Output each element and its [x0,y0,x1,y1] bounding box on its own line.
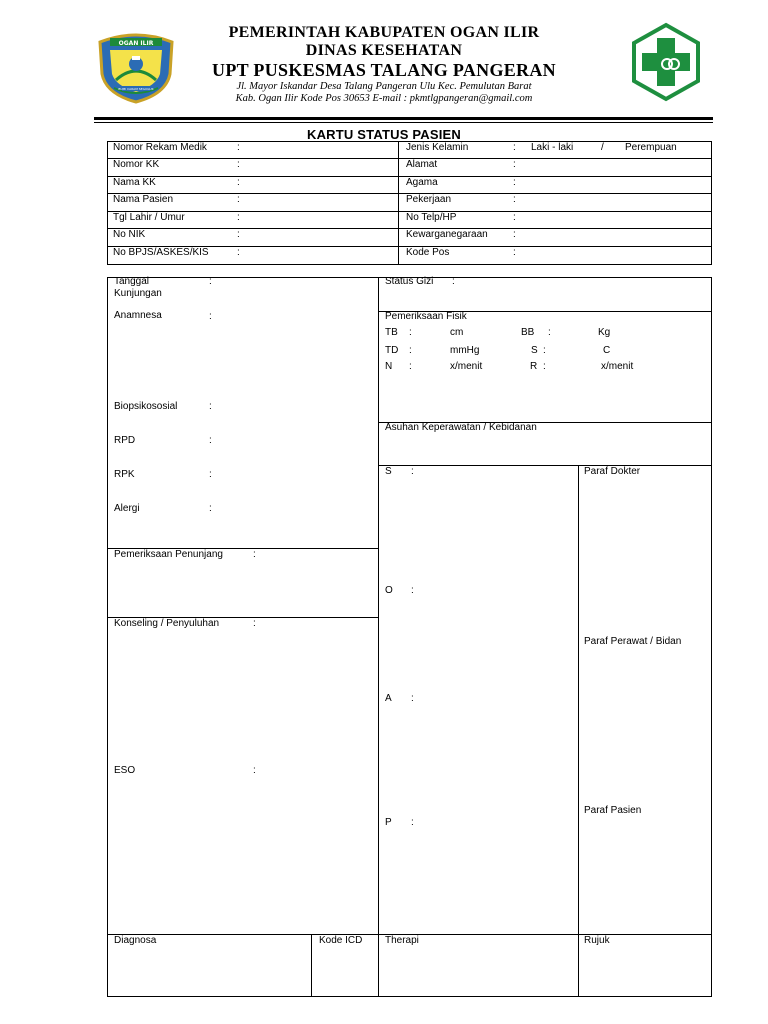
patient-label-nama-kk: Nama KK [113,177,156,188]
therapi-label: Therapi [385,935,419,946]
kunjungan-label: Kunjungan [114,288,162,299]
patient-label-agama: Agama [406,177,438,188]
eso-sep: : [253,765,256,776]
exam-center-divider [378,277,379,997]
header-government: PEMERINTAH KABUPATEN OGAN ILIR [228,24,540,41]
form-title: KARTU STATUS PASIEN [306,127,462,142]
nadi-unit: x/menit [450,361,483,372]
paraf-perawat-label: Paraf Perawat / Bidan [584,636,682,647]
header-divider-thick [94,117,713,120]
rpk-sep: : [209,469,212,480]
header-divider-thin [94,122,713,123]
soap-p-label: P [385,817,392,828]
patient-label-nama-pasien: Nama Pasien [113,194,174,205]
patient-sep-jenis-kelamin: : [513,142,516,153]
paraf-column-divider [578,465,579,997]
header-department: DINAS KESEHATAN [305,42,463,59]
patient-label-nomor-kk: Nomor KK [113,159,160,170]
soap-a-label: A [385,693,392,704]
diagnosa-label: Diagnosa [114,935,157,946]
patient-sep-nama-pasien: : [237,194,240,205]
patient-label-nomor-rekam-medik: Nomor Rekam Medik [113,142,207,153]
td-unit: mmHg [450,345,480,356]
patient-label-no-telp-hp: No Telp/HP [406,212,457,223]
td-label: TD [385,345,399,356]
alergi-label: Alergi [114,503,140,514]
tanggal-label: Tanggal [114,276,150,287]
suhu-unit: C [603,345,611,356]
nadi-sep: : [409,361,412,372]
anamnesa-label: Anamnesa [114,310,162,321]
tb-sep: : [409,327,412,338]
patient-label-no-bpjs-askes-kis: No BPJS/ASKES/KIS [113,247,209,258]
biopsikososial-label: Biopsikososial [114,401,178,412]
penunjang-sep: : [253,549,256,560]
rpd-sep: : [209,435,212,446]
rpk-label: RPK [114,469,135,480]
tb-unit: cm [450,327,464,338]
paraf-pasien-label: Paraf Pasien [584,805,642,816]
biopsikososial-sep: : [209,401,212,412]
alergi-sep: : [209,503,212,514]
asuhan-label: Asuhan Keperawatan / Kebidanan [385,422,537,433]
crest-name-text: OGAN ILIR [118,40,154,47]
patient-sep-nama-kk: : [237,177,240,188]
bb-unit: Kg [598,327,611,338]
soap-o-label: O [385,585,393,596]
patient-label-kewarganegaraan: Kewarganegaraan [406,229,488,240]
soap-o-sep: : [411,585,414,596]
rujuk-label: Rujuk [584,935,610,946]
header-puskesmas: UPT PUSKESMAS TALANG PANGERAN [212,60,556,80]
header-address-1: Jl. Mayor Iskandar Desa Talang Pangeran Ulu Kec. Pemulutan Barat [236,81,532,92]
patient-sep-alamat: : [513,159,516,170]
respirasi-unit: x/menit [601,361,634,372]
soap-s-sep: : [411,466,414,477]
suhu-sep: : [543,345,546,356]
pemeriksaan-fisik-title: Pemeriksaan Fisik [385,311,467,322]
patient-sep-kewarganegaraan: : [513,229,516,240]
patient-label-kode-pos: Kode Pos [406,247,450,258]
nadi-label: N [385,361,393,372]
respirasi-label: R [530,361,538,372]
soap-s-label: S [385,466,392,477]
crest-motto-text: BUMI CARAM SEGUGUK [118,87,154,91]
patient-sep-agama: : [513,177,516,188]
soap-a-sep: : [411,693,414,704]
patient-label-no-nik: No NIK [113,229,146,240]
respirasi-sep: : [543,361,546,372]
patient-sep-tgl-lahir-umur: : [237,212,240,223]
paraf-dokter-label: Paraf Dokter [584,466,641,477]
gender-male: Laki - laki [531,142,574,153]
rpd-label: RPD [114,435,136,446]
patient-label-pekerjaan: Pekerjaan [406,194,452,205]
icd-column-divider [311,934,312,997]
konseling-label: Konseling / Penyuluhan [114,618,220,629]
kode-icd-label: Kode ICD [319,935,363,946]
status-gizi-sep: : [452,276,455,287]
patient-sep-nomor-rekam-medik: : [237,142,240,153]
penunjang-label: Pemeriksaan Penunjang [114,549,223,560]
gender-slash: / [601,142,604,153]
patient-label-tgl-lahir-umur: Tgl Lahir / Umur [113,212,185,223]
anamnesa-sep: : [209,311,212,322]
header-address-2: Kab. Ogan Ilir Kode Pos 30653 E-mail : pkmtlgpangeran@gmail.com [235,93,533,104]
konseling-sep: : [253,618,256,629]
bb-label: BB [521,327,535,338]
patient-sep-no-telp-hp: : [513,212,516,223]
td-sep: : [409,345,412,356]
patient-sep-nomor-kk: : [237,159,240,170]
tanggal-sep: : [209,276,212,287]
patient-label-jenis-kelamin: Jenis Kelamin [406,142,469,153]
soap-p-sep: : [411,817,414,828]
eso-label: ESO [114,765,136,776]
patient-sep-no-nik: : [237,229,240,240]
tb-label: TB [385,327,398,338]
gender-female: Perempuan [625,142,677,153]
patient-sep-pekerjaan: : [513,194,516,205]
patient-sep-kode-pos: : [513,247,516,258]
status-gizi-label: Status Gizi [385,276,434,287]
patient-sep-no-bpjs-askes-kis: : [237,247,240,258]
patient-label-alamat: Alamat [406,159,438,170]
suhu-label: S [531,345,538,356]
bb-sep: : [548,327,551,338]
